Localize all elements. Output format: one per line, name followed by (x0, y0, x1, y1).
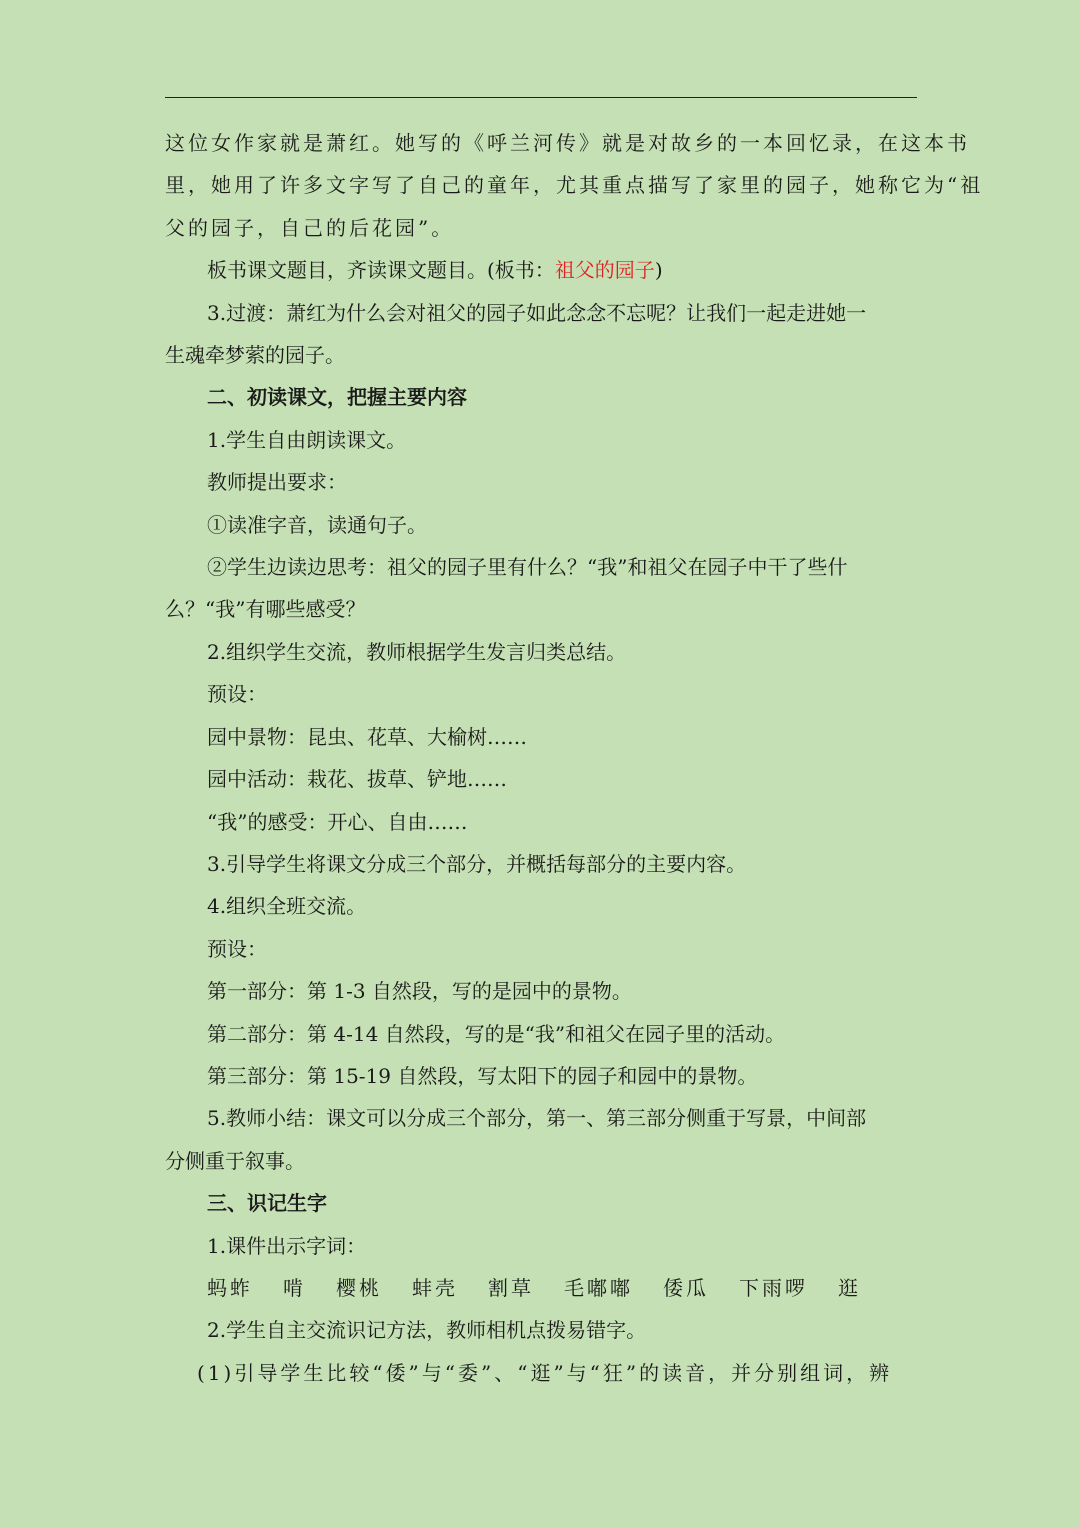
body-line: 第三部分：第 15-19 自然段，写太阳下的园子和园中的景物。 (207, 1063, 758, 1088)
body-line: 里，她用了许多文字写了自己的童年，尤其重点描写了家里的园子，她称它为“祖 (165, 173, 984, 198)
vocabulary-word: 下雨啰 (739, 1275, 808, 1300)
blackboard-title-red: 祖父的园子 (554, 258, 655, 283)
body-line: 2.学生自主交流识记方法，教师相机点拨易错字。 (207, 1318, 647, 1343)
body-line: 2.组织学生交流，教师根据学生发言归类总结。 (207, 639, 627, 664)
vocabulary-list (165, 1267, 917, 1309)
body-line: ②学生边读边思考：祖父的园子里有什么？“我”和祖父在园子中干了些什 (207, 555, 848, 580)
body-line: 1.课件出示字词： (207, 1233, 367, 1258)
document-body (165, 122, 984, 1394)
body-line: 园中景物：昆虫、花草、大榆树…… (207, 724, 527, 749)
body-line: 第一部分：第 1-3 自然段，写的是园中的景物。 (207, 979, 632, 1004)
section-heading: 二、初读课文，把握主要内容 (207, 385, 467, 410)
body-line: 园中活动：栽花、拔草、铲地…… (207, 767, 507, 792)
vocabulary-word: 樱桃 (336, 1275, 382, 1300)
body-line: 5.教师小结：课文可以分成三个部分，第一、第三部分侧重于写景，中间部 (207, 1106, 867, 1131)
body-line: 这位女作家就是萧红。她写的《呼兰河传》就是对故乡的一本回忆录，在这本书 (165, 131, 970, 155)
body-line: 3.过渡：萧红为什么会对祖父的园子如此念念不忘呢？让我们一起走进她一 (207, 300, 867, 325)
body-line: 分侧重于叙事。 (165, 1148, 305, 1173)
body-line: ①读准字音，读通句子。 (207, 512, 427, 537)
vocabulary-word: 倭瓜 (663, 1275, 709, 1300)
body-line: “我”的感受：开心、自由…… (207, 809, 468, 834)
blackboard-line (165, 249, 917, 291)
body-line: 第二部分：第 4-14 自然段，写的是“我”和祖父在园子里的活动。 (207, 1021, 786, 1046)
blackboard-text: 板书课文题目，齐读课文题目。(板书： (207, 258, 555, 283)
body-line: (1)引导学生比较“倭”与“委”、“逛”与“狂”的读音，并分别组词，辨 (197, 1360, 893, 1385)
body-line: 3.引导学生将课文分成三个部分，并概括每部分的主要内容。 (207, 851, 747, 876)
body-line: 父的园子，自己的后花园”。 (165, 215, 455, 240)
vocabulary-word: 逛 (838, 1275, 861, 1300)
vocabulary-word: 蚂蚱 (207, 1275, 253, 1300)
body-line: 预设： (207, 936, 267, 961)
section-heading: 三、识记生字 (207, 1191, 327, 1216)
vocabulary-word: 啃 (283, 1275, 306, 1300)
vocabulary-word: 毛嘟嘟 (564, 1275, 633, 1300)
body-line: 4.组织全班交流。 (207, 894, 367, 919)
blackboard-close: ) (654, 258, 663, 283)
body-line: 教师提出要求： (207, 470, 347, 495)
body-line: 生魂牵梦萦的园子。 (165, 343, 345, 368)
vocabulary-word: 蚌壳 (412, 1275, 458, 1300)
vocabulary-word: 割草 (488, 1275, 534, 1300)
header-rule (165, 97, 917, 98)
body-line: 预设： (207, 682, 267, 707)
body-line: 么？“我”有哪些感受？ (165, 597, 366, 622)
body-line: 1.学生自由朗读课文。 (207, 427, 407, 452)
